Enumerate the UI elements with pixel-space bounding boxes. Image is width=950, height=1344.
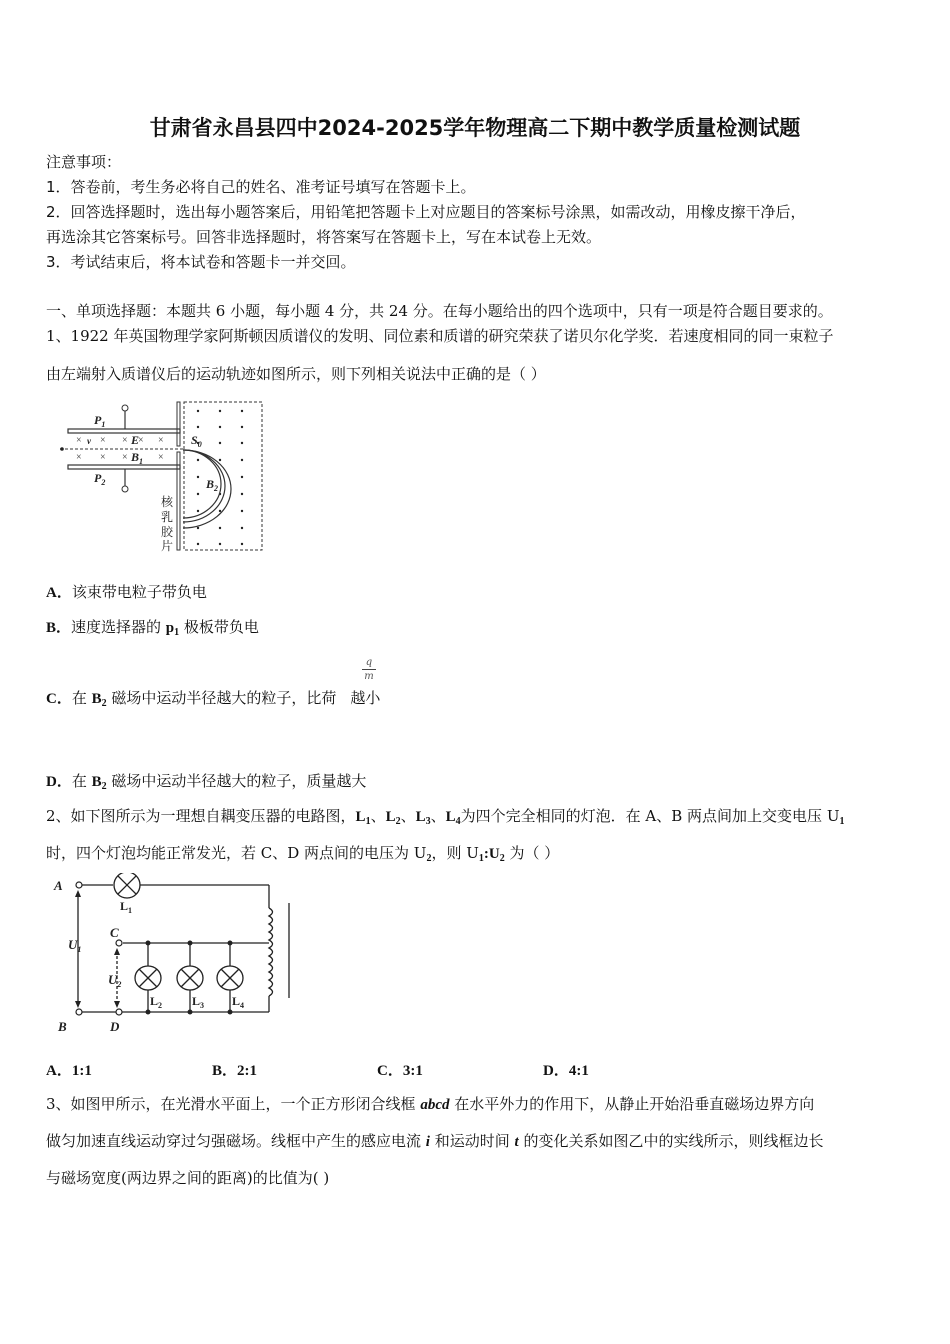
symbol-b: B <box>91 774 102 790</box>
option-label: D． <box>543 1063 569 1079</box>
mass-spectrometer-diagram <box>58 398 268 553</box>
option-text: 该束带电粒子带负电 <box>71 583 207 601</box>
sub: 1 <box>478 853 484 864</box>
symbol-sub: 2 <box>101 781 107 792</box>
svg-text:E: E <box>131 433 140 447</box>
sub: 2 <box>395 816 401 827</box>
sub: 1 <box>365 816 371 827</box>
option-value: 1:1 <box>71 1063 92 1079</box>
option-text-pre: 在 <box>71 772 92 790</box>
svg-text:C: C <box>110 925 119 940</box>
q1-stem-line2: 由左端射入质谱仪后的运动轨迹如图所示，则下列相关说法中正确的是（ ） <box>46 365 546 383</box>
q3-stem-line2 <box>46 1131 823 1152</box>
sub: 4 <box>455 816 461 827</box>
option-text-post: 越小 <box>350 689 381 707</box>
text: 为（ ） <box>504 844 560 862</box>
q1-option-b <box>46 617 259 638</box>
notice-item-2-cont: 再选涂其它答案标号。回答非选择题时，将答案写在答题卡上，写在本试卷上无效。 <box>46 228 602 246</box>
svg-text:×: × <box>76 435 82 446</box>
lamp-l4: L <box>445 809 456 825</box>
option-text-post: 磁场中运动半径越大的粒子，质量越大 <box>106 772 367 790</box>
svg-text:B1: $B_1$ <box>131 450 144 466</box>
option-value: 2:1 <box>237 1063 258 1079</box>
svg-text:D: D <box>110 1019 120 1034</box>
q1-figure-mass-spectrometer <box>58 398 268 553</box>
option-label: C． <box>46 691 72 707</box>
text: :U <box>483 846 500 862</box>
label-p2: $P_2$ <box>94 471 106 487</box>
fraction-numerator: q <box>365 657 373 668</box>
lamp-l2: L <box>385 809 396 825</box>
lamp-l3: L <box>415 809 426 825</box>
notice-item-1: 1．答卷前，考生务必将自己的姓名、准考证号填写在答题卡上。 <box>46 178 476 196</box>
svg-text:S0: $S_0$ <box>191 433 202 449</box>
var-t: t <box>514 1134 519 1150</box>
lamp-l1: L <box>355 809 366 825</box>
q3-stem-line1 <box>46 1094 814 1115</box>
notice-item-3: 3．考试结束后，将本试卷和答题卡一并交回。 <box>46 253 356 271</box>
q2-stem-line2 <box>46 843 559 864</box>
text: 在水平外力的作用下，从静止开始沿垂直磁场边界方向 <box>449 1095 815 1113</box>
text: ，则 U <box>431 844 479 862</box>
q3-stem-line3: 与磁场宽度(两边界之间的距离)的比值为( ) <box>46 1169 330 1187</box>
option-value: 4:1 <box>568 1063 589 1079</box>
fraction-q-over-m <box>362 657 376 682</box>
text: 做匀加速直线运动穿过匀强磁场。线框中产生的感应电流 <box>46 1132 426 1150</box>
q2-figure-autotransformer-circuit <box>50 873 300 1038</box>
svg-text:胶: 胶 <box>161 525 174 539</box>
svg-text:×: × <box>158 435 164 446</box>
svg-text:片: 片 <box>161 539 174 553</box>
fraction-bar <box>362 669 376 670</box>
svg-text:L1: $L_1$ <box>120 899 133 915</box>
text: 的变化关系如图乙中的实线所示，则线框边长 <box>518 1132 824 1150</box>
option-text-pre: 速度选择器的 <box>71 618 166 636</box>
svg-text:×: × <box>138 435 144 446</box>
fraction-denominator: m <box>364 671 374 682</box>
option-text-pre: 在 <box>71 689 92 707</box>
q1-option-a <box>46 582 207 603</box>
svg-text:A: A <box>54 878 63 893</box>
text: 时，四个灯泡均能正常发光，若 C、D 两点间的电压为 U <box>46 844 427 862</box>
text: 2、如下图所示为一理想自耦变压器的电路图， <box>46 807 356 825</box>
var-abcd: abcd <box>420 1097 450 1113</box>
svg-text:×: × <box>100 452 106 463</box>
svg-text:B: B <box>58 1019 67 1034</box>
svg-text:B2: $B_2$ <box>206 477 219 493</box>
q2-option-d <box>543 1060 589 1081</box>
circuit-diagram <box>50 873 300 1038</box>
option-label: B． <box>212 1063 238 1079</box>
sub: 3 <box>425 816 431 827</box>
option-label: C． <box>377 1063 403 1079</box>
svg-text:×: × <box>158 452 164 463</box>
section-heading: 一、单项选择题：本题共 6 小题，每小题 4 分，共 24 分。在每小题给出的四个选项中，只有一项是符合题目要求的。 <box>46 302 833 320</box>
svg-text:v: v <box>87 436 91 446</box>
sub: 2 <box>426 853 432 864</box>
text: 3、如图甲所示，在光滑水平面上，一个正方形闭合线框 <box>46 1095 421 1113</box>
q1-option-d <box>46 771 366 792</box>
option-value: 3:1 <box>402 1063 423 1079</box>
var-i: i <box>425 1134 430 1150</box>
symbol-sub: 2 <box>101 698 107 709</box>
svg-text:×: × <box>122 435 128 446</box>
option-text-mid: 磁场中运动半径越大的粒子，比荷 <box>106 689 337 707</box>
svg-text:×: × <box>76 452 82 463</box>
option-label: A． <box>46 1063 72 1079</box>
svg-text:×: × <box>122 452 128 463</box>
q2-option-b <box>212 1060 257 1081</box>
svg-text:×: × <box>100 435 106 446</box>
q1-option-c <box>46 688 380 709</box>
svg-text:乳: 乳 <box>161 510 174 524</box>
option-label: B． <box>46 620 72 636</box>
q2-option-c <box>377 1060 423 1081</box>
svg-text:核: 核 <box>161 495 174 509</box>
q1-stem-line1: 1、1922 年英国物理学家阿斯顿因质谱仪的发明、同位素和质谱的研究荣获了诺贝尔化学奖．若速度相同的同一束粒子 <box>46 327 834 345</box>
symbol-sub: 1 <box>174 627 180 638</box>
text: 和运动时间 <box>429 1132 515 1150</box>
svg-text:U1: $U_1$ <box>68 937 82 954</box>
text: 为四个完全相同的灯泡．在 A、B 两点间加上交变电压 U <box>460 807 840 825</box>
sub: 2 <box>499 853 505 864</box>
q2-stem-line1: 2、如下图所示为一理想自耦变压器的电路图，$L_1$、$L_2$、$L_3$、$L_4$为四个完全相同的灯泡．在 A、B 两点间加上交变电压 $U_1$ <box>46 807 845 827</box>
symbol-b: B <box>91 691 102 707</box>
page-title: 甘肃省永昌县四中2024-2025学年物理高二下期中教学质量检测试题 <box>149 116 801 140</box>
label-p1: $P_1$ <box>94 413 106 429</box>
sub: 1 <box>839 816 845 827</box>
svg-text:L4: $L_4$ <box>232 994 245 1010</box>
option-label: D． <box>46 774 72 790</box>
svg-text:L2: $L_2$ <box>150 994 163 1010</box>
svg-text:L3: $L_3$ <box>192 994 205 1010</box>
notice-item-2: 2．回答选择题时，选出每小题答案后，用铅笔把答题卡上对应题目的答案标号涂黑，如需改动，用橡皮擦干净后， <box>46 203 806 221</box>
notice-heading: 注意事项： <box>46 153 122 171</box>
svg-text:U2: $U_2$ <box>108 972 122 989</box>
q2-option-a <box>46 1060 92 1081</box>
option-text-post: 极板带负电 <box>179 618 259 636</box>
symbol-p: p <box>165 620 175 636</box>
option-label: A． <box>46 585 72 601</box>
